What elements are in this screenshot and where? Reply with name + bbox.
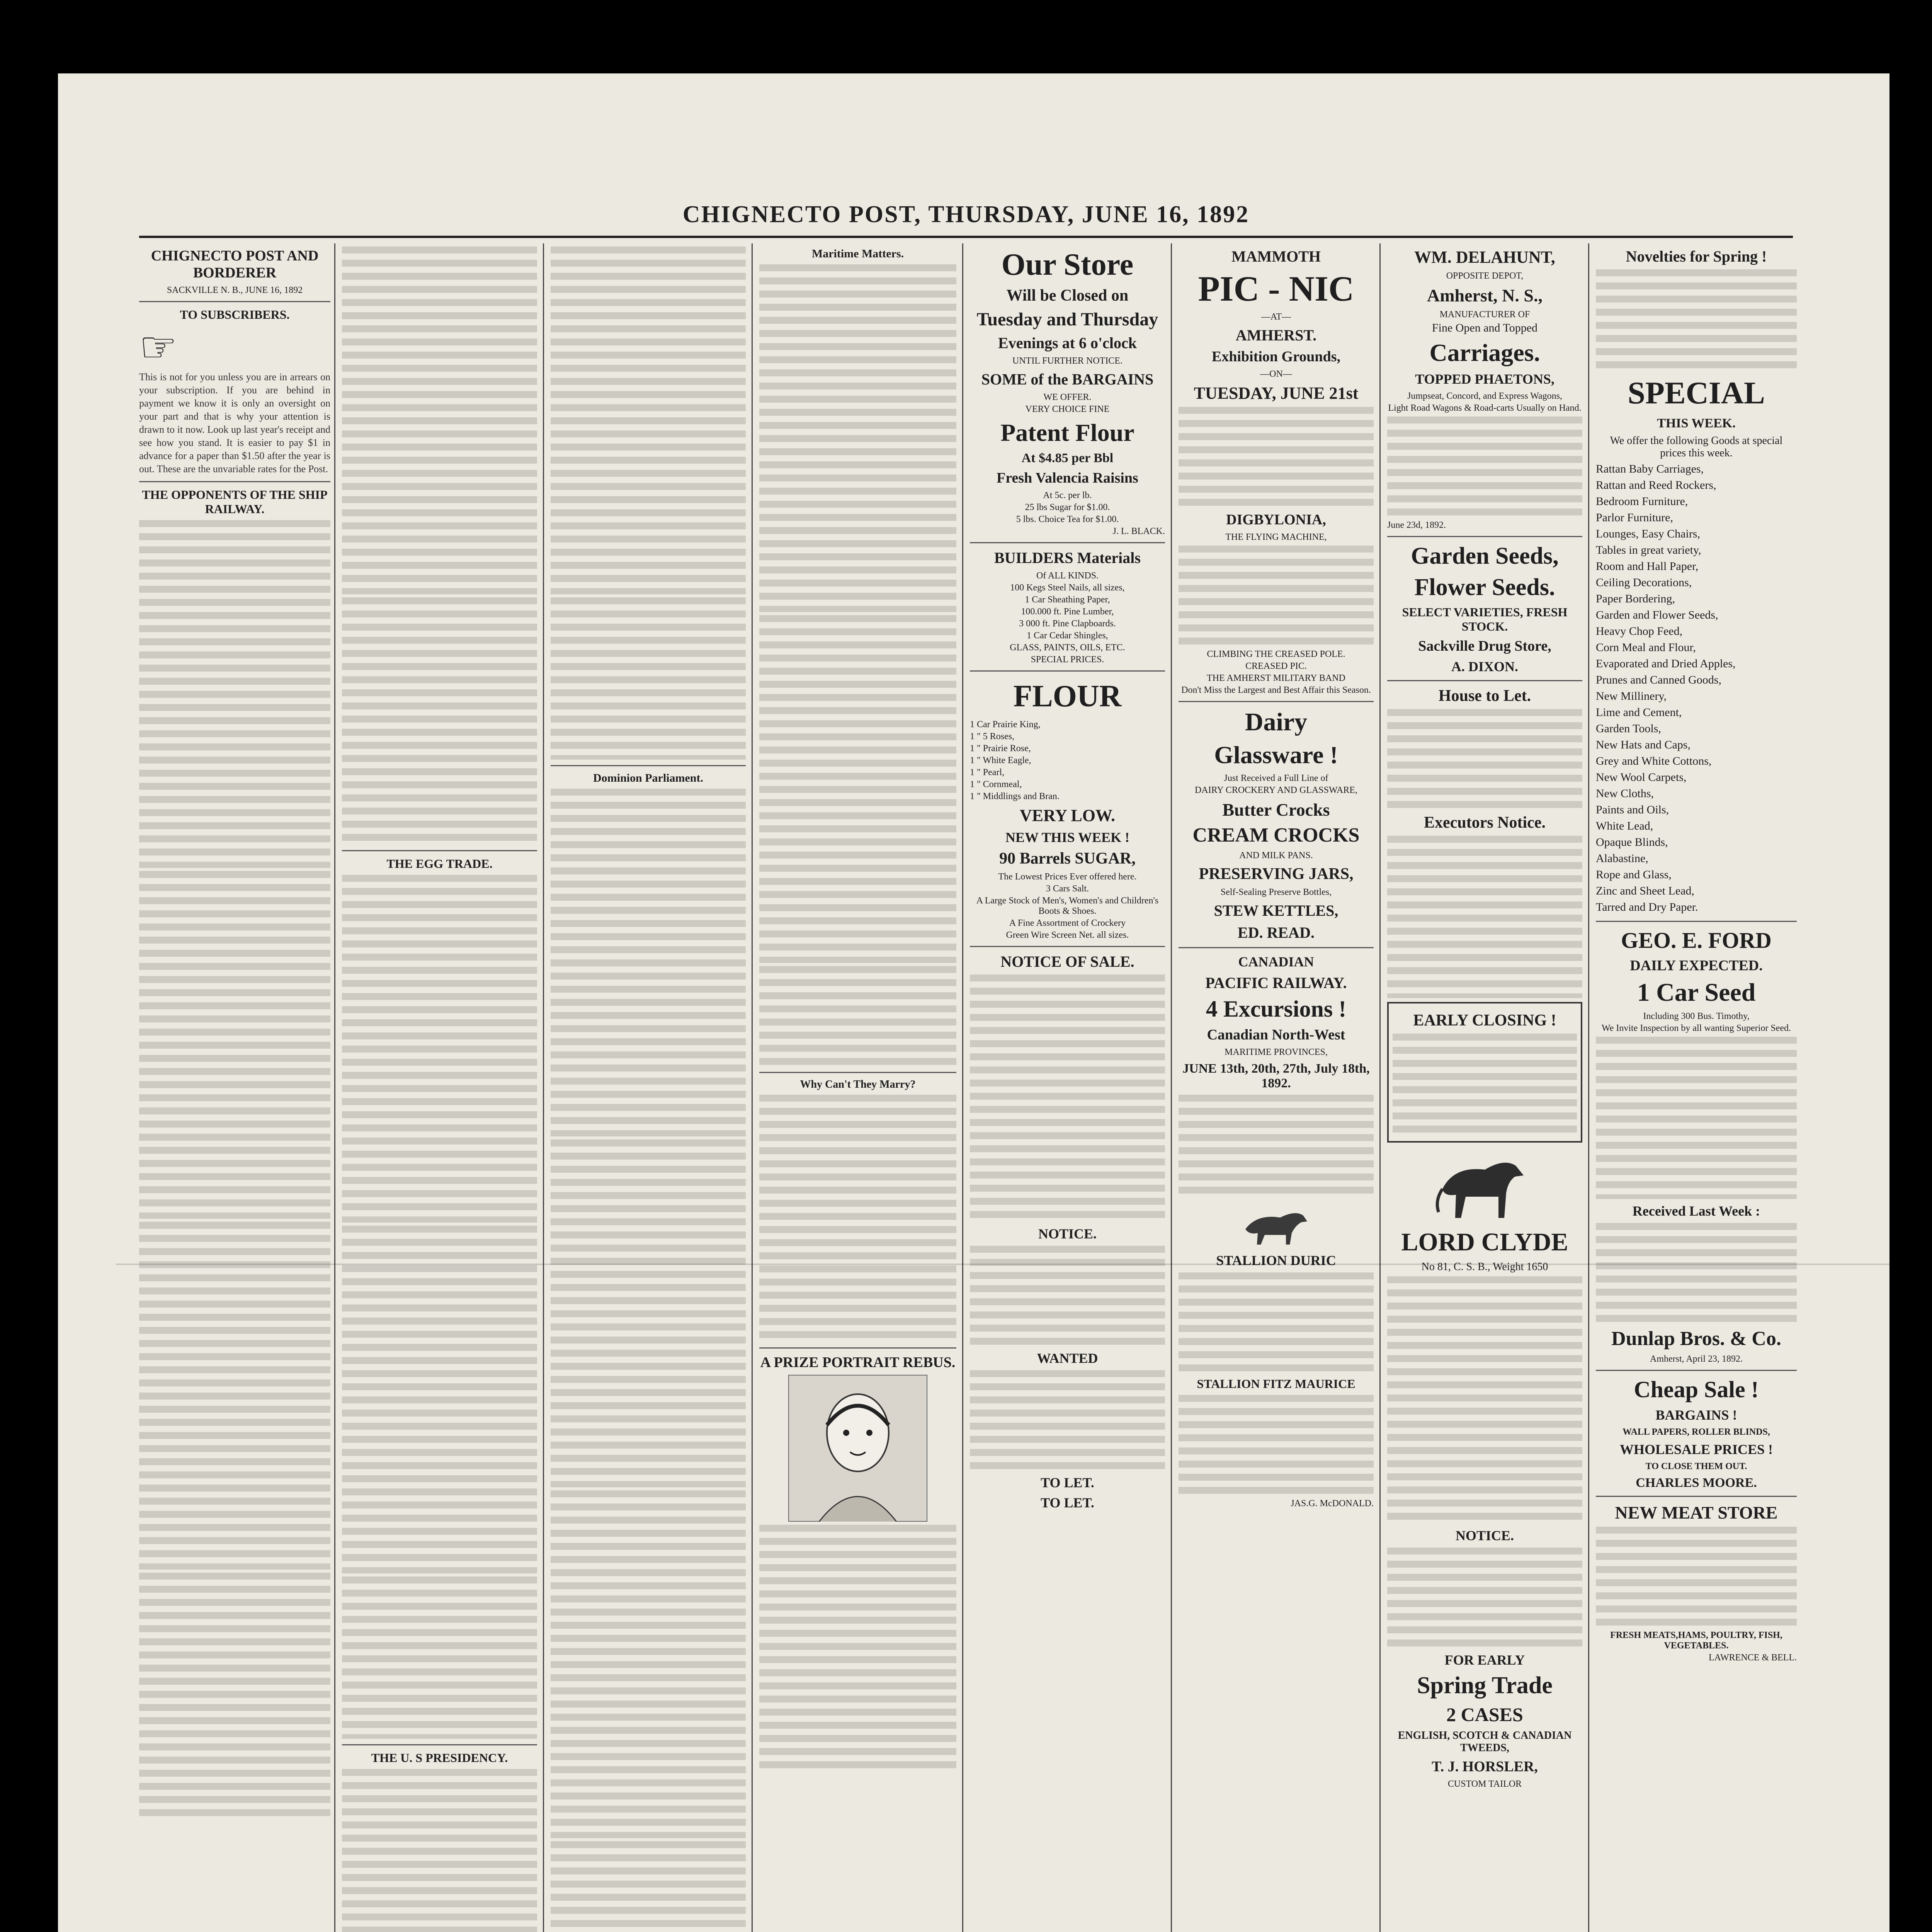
special-heading: SPECIAL bbox=[1628, 375, 1765, 410]
bargains-sub: WE OFFER. bbox=[1043, 392, 1092, 402]
special-item: Evaporated and Dried Apples, bbox=[1596, 657, 1736, 670]
special-item: Opaque Blinds, bbox=[1596, 836, 1668, 849]
novelties: Novelties for Spring ! bbox=[1626, 248, 1767, 265]
divider bbox=[342, 1744, 537, 1745]
salt: 3 Cars Salt. bbox=[1046, 884, 1089, 894]
mammoth: MAMMOTH bbox=[1231, 248, 1321, 265]
column-rule bbox=[1171, 243, 1172, 1932]
divider bbox=[139, 301, 330, 302]
article-body bbox=[139, 520, 330, 868]
clydesdale-horse-illustration bbox=[1427, 1146, 1543, 1224]
picnic-body bbox=[1179, 546, 1374, 646]
flour-item: 1 " 5 Roses, bbox=[970, 731, 1015, 742]
wanted-heading: WANTED bbox=[1037, 1350, 1098, 1366]
spring-trade: Spring Trade bbox=[1417, 1672, 1553, 1699]
article-body bbox=[139, 1222, 330, 1570]
dixon: A. DIXON. bbox=[1451, 659, 1518, 674]
column-2 bbox=[342, 243, 537, 1932]
raisins-price: At 5c. per lb. bbox=[1043, 490, 1092, 500]
stallion-body bbox=[1179, 1395, 1374, 1495]
article-body bbox=[759, 1095, 956, 1342]
flour-item: 1 Car Prairie King, bbox=[970, 719, 1041, 730]
timothy: Including 300 Bus. Timothy, bbox=[1643, 1011, 1750, 1021]
early-closing-body bbox=[1393, 1034, 1577, 1134]
lord-clyde: LORD CLYDE bbox=[1401, 1228, 1568, 1256]
lawrence-bell: LAWRENCE & BELL. bbox=[1708, 1653, 1797, 1663]
carriages: Carriages. bbox=[1429, 339, 1540, 366]
special-list bbox=[1596, 461, 1797, 915]
raisins: Fresh Valencia Raisins bbox=[997, 470, 1138, 486]
column-rule bbox=[1588, 243, 1589, 1932]
store-note: UNTIL FURTHER NOTICE. bbox=[1012, 356, 1122, 366]
column-rule bbox=[1379, 243, 1381, 1932]
received: Just Received a Full Line of bbox=[1224, 773, 1328, 783]
divider bbox=[1596, 921, 1797, 922]
builders-heading: BUILDERS Materials bbox=[994, 549, 1141, 566]
this-week: THIS WEEK. bbox=[1657, 416, 1736, 430]
stallion-fitz: STALLION FITZ MAURICE bbox=[1197, 1377, 1355, 1391]
lord-clyde-body bbox=[1387, 1276, 1582, 1524]
select-varieties: SELECT VARIETIES, FRESH STOCK. bbox=[1402, 605, 1568, 633]
divider bbox=[970, 670, 1165, 672]
tea-offer: 5 lbs. Choice Tea for $1.00. bbox=[1016, 514, 1119, 524]
dunlap: Dunlap Bros. & Co. bbox=[1611, 1328, 1781, 1350]
delahunt-date: June 23d, 1892. bbox=[1387, 520, 1446, 530]
divider bbox=[1387, 536, 1582, 537]
tailor: CUSTOM TAILOR bbox=[1447, 1779, 1522, 1789]
column-3 bbox=[551, 243, 746, 1932]
builders-item: SPECIAL PRICES. bbox=[1031, 655, 1104, 665]
article-body bbox=[342, 1226, 537, 1573]
amherst: AMHERST. bbox=[1235, 327, 1317, 344]
dominion-parliament-heading: Dominion Parliament. bbox=[593, 772, 703, 784]
military-band: THE AMHERST MILITARY BAND bbox=[1207, 673, 1345, 683]
column-7 bbox=[1387, 243, 1582, 1932]
mcdonald-signature: JAS.G. McDONALD. bbox=[1291, 1498, 1374, 1509]
creased-pole: CLIMBING THE CREASED POLE. bbox=[1207, 649, 1345, 659]
garden-seeds: Garden Seeds, bbox=[1411, 543, 1559, 569]
column-6 bbox=[1179, 243, 1374, 1932]
flour-2-heading: FLOUR bbox=[1013, 679, 1122, 713]
article-body bbox=[342, 875, 537, 1223]
newspaper-page bbox=[58, 73, 1889, 1932]
sale-heading: NOTICE OF SALE. bbox=[1000, 953, 1134, 970]
article-body bbox=[551, 1139, 746, 1487]
close-out: TO CLOSE THEM OUT. bbox=[1645, 1461, 1747, 1471]
article-body bbox=[759, 1525, 956, 1772]
article-body bbox=[551, 597, 746, 760]
picnic-heading: PIC - NIC bbox=[1198, 269, 1354, 308]
article-heading: THE OPPONENTS OF THE SHIP RAILWAY. bbox=[142, 488, 328, 516]
store-title: Our Store bbox=[1001, 248, 1134, 282]
builders-sub: Of ALL KINDS. bbox=[1036, 571, 1099, 581]
dairy-heading: Dairy bbox=[1245, 708, 1308, 736]
june-dates: JUNE 13th, 20th, 27th, July 18th, 1892. bbox=[1182, 1061, 1370, 1090]
ford-heading: GEO. E. FORD bbox=[1621, 928, 1772, 953]
divider bbox=[970, 542, 1165, 543]
marry-heading: Why Can't They Marry? bbox=[800, 1078, 916, 1090]
article-body bbox=[139, 1573, 330, 1820]
dateline: SACKVILLE N. B., JUNE 16, 1892 bbox=[167, 285, 303, 295]
sugar-barrels: 90 Barrels SUGAR, bbox=[999, 850, 1136, 867]
fine-line: VERY CHOICE FINE bbox=[1025, 404, 1110, 414]
picnic-date: TUESDAY, JUNE 21st bbox=[1194, 384, 1359, 403]
milk-pans: AND MILK PANS. bbox=[1239, 850, 1313, 861]
early-closing: EARLY CLOSING ! bbox=[1413, 1012, 1556, 1029]
crockery: A Fine Assortment of Crockery bbox=[1009, 918, 1126, 928]
article-body bbox=[551, 1841, 746, 1932]
divider bbox=[970, 946, 1165, 947]
daily-expected: DAILY EXPECTED. bbox=[1630, 957, 1763, 974]
article-body bbox=[759, 264, 956, 612]
rebus-heading: A PRIZE PORTRAIT REBUS. bbox=[760, 1354, 956, 1371]
special-item: Alabastine, bbox=[1596, 852, 1648, 865]
green-wire: Green Wire Screen Net. all sizes. bbox=[1006, 930, 1129, 940]
divider bbox=[551, 765, 746, 766]
preserving-jars: PRESERVING JARS, bbox=[1199, 865, 1354, 883]
wanted-body bbox=[970, 1370, 1165, 1471]
special-item: Lounges, Easy Chairs, bbox=[1596, 527, 1700, 540]
house-to-let: House to Let. bbox=[1438, 687, 1531, 705]
special-item: Tarred and Dry Paper. bbox=[1596, 901, 1698, 913]
special-item: Prunes and Canned Goods, bbox=[1596, 673, 1721, 686]
stallion-body bbox=[1179, 1272, 1374, 1373]
lowest-prices: The Lowest Prices Ever offered here. bbox=[998, 872, 1137, 882]
signature: J. L. BLACK. bbox=[1112, 526, 1165, 536]
divider bbox=[759, 1072, 956, 1073]
special-item: Rope and Glass, bbox=[1596, 868, 1672, 881]
notice-body bbox=[970, 1246, 1165, 1346]
store-line: Tuesday and Thursday bbox=[976, 309, 1158, 330]
charles-moore: CHARLES MOORE. bbox=[1636, 1476, 1757, 1490]
flour-item: 1 " Middlings and Bran. bbox=[970, 791, 1060, 801]
road-carts: Light Road Wagons & Road-carts Usually on Hand. bbox=[1388, 403, 1582, 413]
car-seed: 1 Car Seed bbox=[1637, 978, 1756, 1007]
pacific-railway: PACIFIC RAILWAY. bbox=[1205, 974, 1347, 992]
boots: A Large Stock of Men's, Women's and Children's Boots & Shoes. bbox=[976, 896, 1159, 916]
butter-crocks: Butter Crocks bbox=[1222, 800, 1330, 820]
glassware-heading: Glassware ! bbox=[1214, 741, 1338, 769]
article-body bbox=[551, 1490, 746, 1838]
divider bbox=[1596, 1496, 1797, 1497]
special-item: Grey and White Cottons, bbox=[1596, 755, 1712, 767]
builders-item: 100.000 ft. Pine Lumber, bbox=[1021, 607, 1114, 617]
horse-illustration bbox=[1234, 1198, 1319, 1248]
special-item: New Wool Carpets, bbox=[1596, 771, 1687, 784]
received-last-week: Received Last Week : bbox=[1632, 1203, 1760, 1219]
maritime-heading: Maritime Matters. bbox=[811, 247, 904, 260]
flour-item: 1 " White Eagle, bbox=[970, 755, 1031, 765]
on: —ON— bbox=[1260, 369, 1292, 379]
pointing-hand-icon: ☞ bbox=[139, 322, 177, 372]
masthead-rule bbox=[139, 236, 1793, 238]
column-1 bbox=[139, 243, 330, 1932]
flying-machine: THE FLYING MACHINE, bbox=[1225, 532, 1327, 542]
executors-body bbox=[1387, 836, 1582, 998]
opposite-depot: OPPOSITE DEPOT, bbox=[1446, 271, 1524, 281]
fresh-meats: FRESH MEATS,HAMS, POULTRY, FISH, VEGETABLES. bbox=[1610, 1630, 1782, 1651]
to-let-heading: TO LET. bbox=[1041, 1475, 1094, 1490]
digbylonia: DIGBYLONIA, bbox=[1226, 512, 1326, 528]
flour-heading: Patent Flour bbox=[1000, 419, 1134, 446]
dunlap-date: Amherst, April 23, 1892. bbox=[1650, 1354, 1743, 1364]
column-8 bbox=[1596, 243, 1797, 1932]
executors-notice: Executors Notice. bbox=[1424, 814, 1546, 832]
special-item: New Millinery, bbox=[1596, 690, 1667, 702]
builders-item: 1 Car Sheathing Paper, bbox=[1025, 595, 1110, 605]
fine-open: Fine Open and Topped bbox=[1432, 321, 1538, 334]
meat-body bbox=[1596, 1527, 1797, 1627]
egg-trade-heading: THE EGG TRADE. bbox=[386, 857, 493, 871]
special-item: New Cloths, bbox=[1596, 787, 1654, 800]
special-item: Bedroom Furniture, bbox=[1596, 495, 1688, 508]
special-item: Heavy Chop Feed, bbox=[1596, 625, 1683, 638]
house-body bbox=[1387, 709, 1582, 810]
manufacturer: MANUFACTURER OF bbox=[1439, 310, 1530, 320]
divider bbox=[1179, 701, 1374, 702]
flour-item: 1 " Cornmeal, bbox=[970, 779, 1022, 789]
flour-price: At $4.85 per Bbl bbox=[1021, 451, 1114, 465]
special-item: New Hats and Caps, bbox=[1596, 738, 1690, 751]
notice-heading: NOTICE. bbox=[1038, 1226, 1097, 1242]
picnic-body bbox=[1179, 407, 1374, 507]
article-body bbox=[759, 615, 956, 963]
special-item: Garden and Flower Seeds, bbox=[1596, 609, 1718, 621]
excursions: 4 Excursions ! bbox=[1206, 996, 1347, 1022]
divider bbox=[1596, 1370, 1797, 1371]
cheap-sale: Cheap Sale ! bbox=[1634, 1377, 1759, 1402]
divider bbox=[139, 481, 330, 482]
notice-heading: NOTICE. bbox=[1455, 1528, 1514, 1543]
subscribers-text: This is not for you unless you are in arrears on your subscription. If you are behind in payment we know it is only an oversight on your part and that is why your attention is drawn to it now. Look up last year's receipt and see how you stand. It is easier to pay $1 in advance for a paper than $1.50 after the year is out. These are the unvariable rates for the Post. bbox=[139, 371, 330, 474]
cream-crocks: CREAM CROCKS bbox=[1192, 824, 1360, 846]
very-low: VERY LOW. bbox=[1019, 806, 1116, 825]
at: —AT— bbox=[1261, 312, 1291, 322]
to-let-heading: TO LET. bbox=[1041, 1495, 1094, 1510]
self-sealing: Self-Sealing Preserve Bottles, bbox=[1220, 887, 1332, 897]
rebus-portrait-illustration bbox=[788, 1375, 927, 1522]
wagons: Jumpseat, Concord, and Express Wagons, bbox=[1407, 391, 1562, 401]
special-item: Ceiling Decorations, bbox=[1596, 576, 1692, 589]
divider bbox=[759, 1347, 956, 1349]
sale-body bbox=[970, 975, 1165, 1222]
column-rule bbox=[543, 243, 544, 1932]
special-item: White Lead, bbox=[1596, 820, 1653, 832]
column-4 bbox=[759, 243, 956, 1932]
store-line: Evenings at 6 o'clock bbox=[998, 334, 1137, 352]
town: Amherst, N. S., bbox=[1427, 286, 1543, 305]
dont-miss: Don't Miss the Largest and Best Affair this Season. bbox=[1181, 685, 1371, 695]
two-cases: 2 CASES bbox=[1446, 1704, 1523, 1725]
column-5 bbox=[970, 243, 1165, 1932]
article-body bbox=[139, 871, 330, 1219]
divider bbox=[1179, 947, 1374, 948]
subscribers-heading: TO SUBSCRIBERS. bbox=[180, 308, 290, 321]
divider bbox=[1387, 680, 1582, 681]
article-body bbox=[342, 1577, 537, 1739]
flower-seeds: Flower Seeds. bbox=[1414, 574, 1555, 600]
bargains: BARGAINS ! bbox=[1655, 1407, 1737, 1423]
builders-item: 3 000 ft. Pine Clapboards. bbox=[1019, 619, 1116, 629]
store-line: Will be Closed on bbox=[1006, 287, 1129, 304]
exhibition: Exhibition Grounds, bbox=[1211, 349, 1340, 365]
phaetons: TOPPED PHAETONS, bbox=[1415, 371, 1554, 387]
notice-body bbox=[1387, 1548, 1582, 1648]
special-item: Garden Tools, bbox=[1596, 722, 1661, 735]
builders-item: 100 Kegs Steel Nails, all sizes, bbox=[1010, 583, 1125, 593]
builders-item: GLASS, PAINTS, OILS, ETC. bbox=[1010, 643, 1125, 653]
special-item: Corn Meal and Flour, bbox=[1596, 641, 1696, 654]
article-body bbox=[342, 1769, 537, 1932]
builders-item: 1 Car Cedar Shingles, bbox=[1027, 631, 1108, 641]
article-body bbox=[342, 247, 537, 594]
invite: We Invite Inspection by all wanting Superior Seed. bbox=[1602, 1023, 1791, 1033]
tweeds: ENGLISH, SCOTCH & CANADIAN TWEEDS, bbox=[1398, 1730, 1572, 1754]
stew-kettles: STEW KETTLES, bbox=[1214, 902, 1338, 919]
article-body bbox=[342, 597, 537, 845]
flour-item: 1 " Pearl, bbox=[970, 767, 1005, 777]
special-item: Lime and Cement, bbox=[1596, 706, 1682, 719]
special-item: Paints and Oils, bbox=[1596, 803, 1669, 816]
delahunt-body bbox=[1387, 417, 1582, 517]
seed-list bbox=[1596, 1037, 1797, 1199]
column-rule bbox=[752, 243, 753, 1932]
novelties-body bbox=[1596, 269, 1797, 370]
creased-pig: CREASED PIC. bbox=[1245, 661, 1307, 671]
for-early: FOR EARLY bbox=[1444, 1652, 1525, 1668]
bargains-heading: SOME of the BARGAINS bbox=[981, 371, 1154, 388]
article-body bbox=[551, 247, 746, 594]
masthead: CHIGNECTO POST, THURSDAY, JUNE 16, 1892 bbox=[682, 201, 1250, 228]
presidency-heading: THE U. S PRESIDENCY. bbox=[371, 1751, 508, 1765]
paper-title: CHIGNECTO POST AND BORDERER bbox=[151, 248, 319, 281]
dairy-line: DAIRY CROCKERY AND GLASSWARE, bbox=[1195, 785, 1357, 795]
sugar-offer: 25 lbs Sugar for $1.00. bbox=[1025, 502, 1110, 512]
early-closing-box bbox=[1387, 1002, 1582, 1143]
maritime-provinces: MARITIME PROVINCES, bbox=[1225, 1047, 1328, 1057]
meat-store: NEW MEAT STORE bbox=[1615, 1503, 1778, 1522]
page-fold bbox=[116, 1264, 1889, 1265]
ed-read: ED. READ. bbox=[1238, 924, 1315, 941]
stallion-duric: STALLION DURIC bbox=[1216, 1253, 1336, 1268]
north-west: Canadian North-West bbox=[1207, 1027, 1345, 1043]
special-intro: We offer the following Goods at special prices this week. bbox=[1610, 435, 1783, 459]
column-rule bbox=[962, 243, 963, 1932]
flour-item: 1 " Prairie Rose, bbox=[970, 743, 1031, 753]
article-body bbox=[759, 966, 956, 1066]
divider bbox=[342, 850, 537, 851]
special-item: Tables in great variety, bbox=[1596, 544, 1701, 556]
wall-papers: WALL PAPERS, ROLLER BLINDS, bbox=[1622, 1427, 1770, 1437]
new-this-week: NEW THIS WEEK ! bbox=[1005, 830, 1130, 845]
article-body bbox=[551, 789, 746, 1136]
delahunt-name: WM. DELAHUNT, bbox=[1414, 248, 1555, 267]
column-rule bbox=[334, 243, 335, 1932]
special-item: Room and Hall Paper, bbox=[1596, 560, 1699, 573]
horsler: T. J. HORSLER, bbox=[1432, 1759, 1538, 1775]
drug-store: Sackville Drug Store, bbox=[1418, 638, 1551, 654]
special-item: Rattan and Reed Rockers, bbox=[1596, 479, 1716, 492]
lord-clyde-weight: No 81, C. S. B., Weight 1650 bbox=[1421, 1261, 1548, 1273]
special-item: Paper Bordering, bbox=[1596, 592, 1675, 605]
railway-body bbox=[1179, 1095, 1374, 1195]
canadian: CANADIAN bbox=[1238, 954, 1314, 969]
received-list bbox=[1596, 1223, 1797, 1323]
special-item: Rattan Baby Carriages, bbox=[1596, 463, 1704, 475]
wholesale: WHOLESALE PRICES ! bbox=[1619, 1442, 1773, 1457]
special-item: Zinc and Sheet Lead, bbox=[1596, 884, 1694, 897]
special-item: Parlor Furniture, bbox=[1596, 511, 1673, 524]
